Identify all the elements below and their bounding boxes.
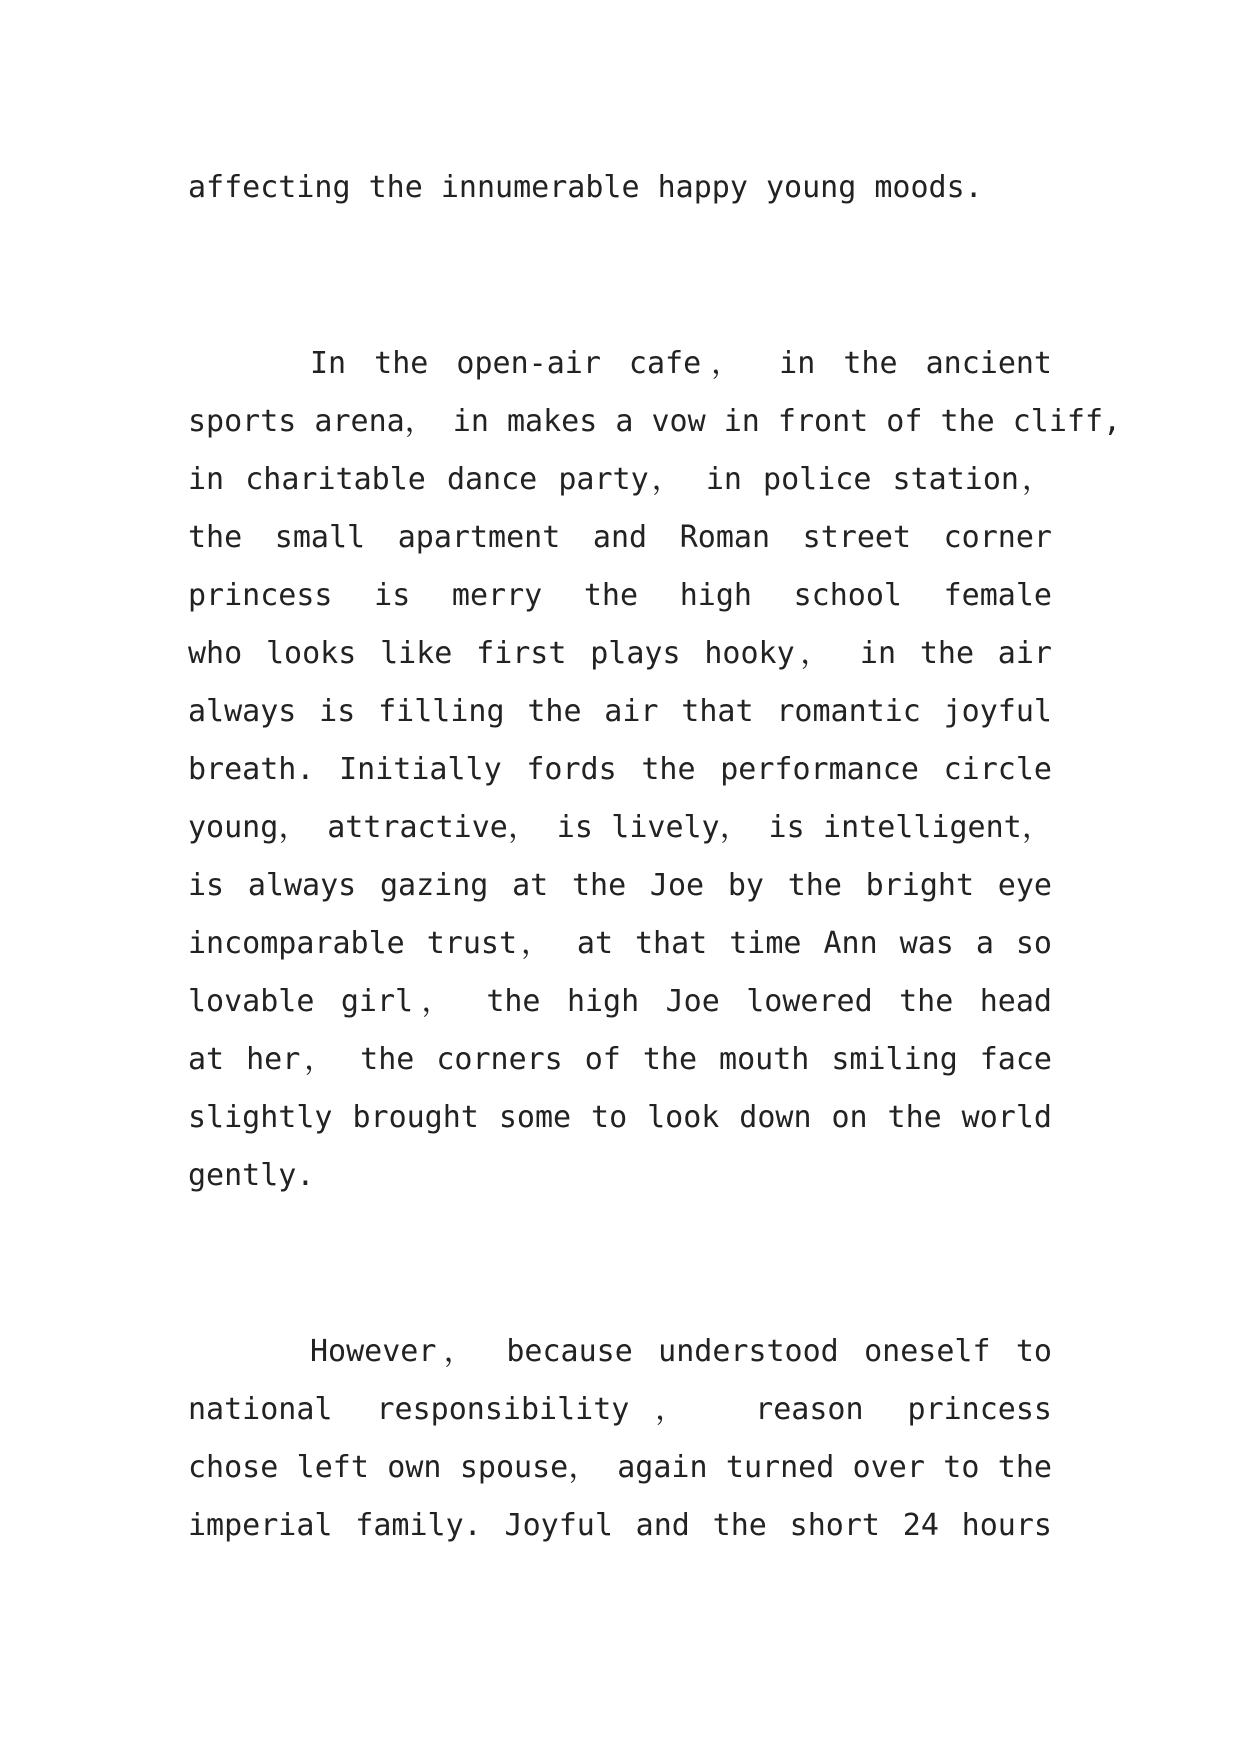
text-line: who looks like first plays hooky， in the air — [188, 636, 1052, 671]
text-line: at her， the corners of the mouth smiling face — [188, 1042, 1052, 1077]
text-line: affecting the innumerable happy young moods. — [188, 170, 983, 205]
text-line: slightly brought some to look down on the world — [188, 1100, 1052, 1135]
text-line: gently. — [188, 1158, 315, 1193]
text-line: imperial family. Joyful and the short 24 hours — [188, 1508, 1052, 1543]
paragraph-first-line: In the open-air cafe， in the ancient — [310, 346, 1052, 381]
text-line: the small apartment and Roman street corner — [188, 520, 1052, 555]
text-line: incomparable trust， at that time Ann was a so — [188, 926, 1052, 961]
text-line: national responsibility， reason princess — [188, 1392, 1052, 1427]
text-line: young， attractive， is lively， is intelligent， — [188, 810, 1052, 845]
text-line: princess is merry the high school female — [188, 578, 1052, 613]
text-line: always is filling the air that romantic joyful — [188, 694, 1052, 729]
text-line: sports arena， in makes a vow in front of the cliff, — [188, 404, 1122, 439]
text-line: breath. Initially fords the performance circle — [188, 752, 1052, 787]
text-line: lovable girl， the high Joe lowered the head — [188, 984, 1052, 1019]
text-line: in charitable dance party， in police station， — [188, 462, 1052, 497]
paragraph-first-line: However， because understood oneself to — [310, 1334, 1052, 1369]
text-line: chose left own spouse， again turned over to the — [188, 1450, 1052, 1485]
text-line: is always gazing at the Joe by the bright eye — [188, 868, 1052, 903]
